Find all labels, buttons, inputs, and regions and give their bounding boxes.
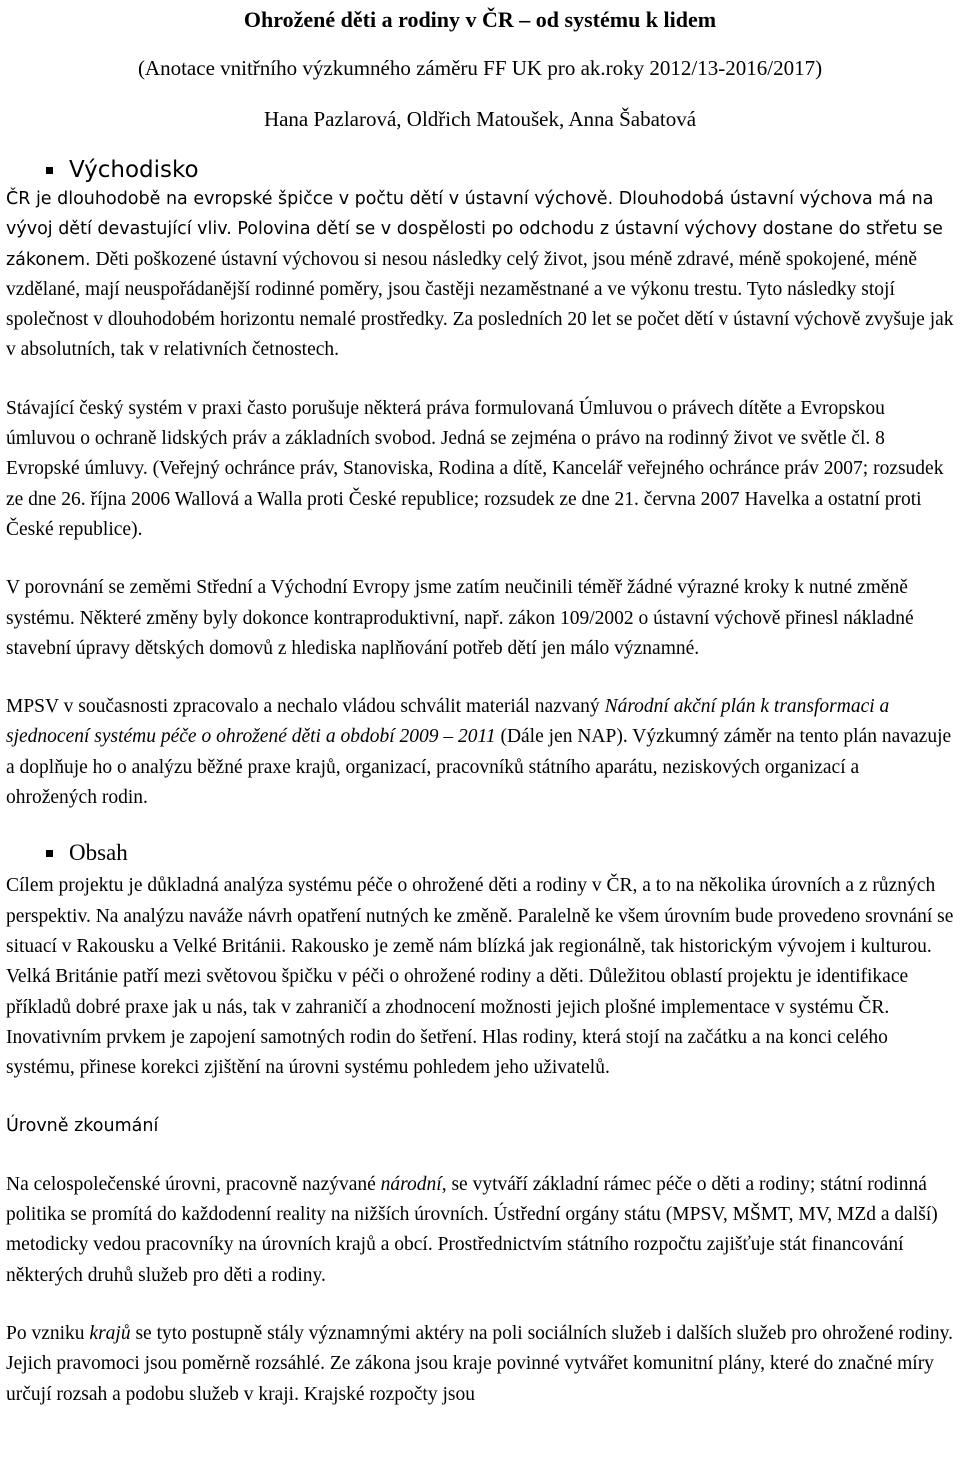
document-authors: Hana Pazlarová, Oldřich Matoušek, Anna Šabatová bbox=[263, 107, 697, 131]
section-heading-vychodisko bbox=[46, 156, 954, 184]
paragraph-vychodisko-2: Stávající český systém v praxi často porušuje některá práva formulovaná Úmluvou o právech dítěte a Evropskou úmluvou o ochraně lidských práv a základních svobod. Jedná se zejména o právo na rodinný život ve světle čl. 8 Evropské úmluvy. (Veřejný ochránce práv, Stanoviska, Rodina a dítě, Kancelář veřejného ochránce práv 2007; rozsudek ze dne 26. října 2006 Wallová a Walla proti České republice; rozsudek ze dne 21. června 2007 Havelka a ostatní proti České republice). bbox=[6, 397, 944, 540]
paragraph-text: (Dále jen NAP). Výzkumný záměr na tento plán navazuje a doplňuje ho o analýzu běžné praxe krajů, organizací, pracovníků státního aparátu, neziskových organizací a ohrožených rodin. bbox=[6, 726, 952, 809]
bullet-square-icon bbox=[46, 850, 53, 857]
document-page bbox=[6, 0, 954, 1410]
paragraph-text: Po vzniku bbox=[6, 1322, 90, 1344]
document-title: Ohrožené děti a rodiny v ČR – od systému k lidem bbox=[243, 7, 717, 32]
bullet-square-icon bbox=[46, 167, 53, 174]
subheading-urovne-zkoumani: Úrovně zkoumání bbox=[6, 1116, 159, 1137]
paragraph-obsah-3 bbox=[6, 1319, 954, 1410]
document-title-reference: Národní akční plán k transformaci a sjednocení systému péče o ohrožené děti a období 2009 – 2011 bbox=[6, 696, 890, 748]
section-heading-label: Obsah bbox=[69, 840, 128, 866]
paragraph-vychodisko-3: V porovnání se zeměmi Střední a Východní Evropy jsme zatím neučinili téměř žádné výrazné kroky k nutné změně systému. Některé změny byly dokonce kontraproduktivní, např. zákon 109/2002 o ústavní výchově přinesl nákladné stavební úpravy dětských domovů z hlediska naplňování potřeb dětí jen málo významné. bbox=[6, 577, 914, 659]
paragraph-vychodisko-4 bbox=[6, 692, 954, 813]
paragraph-text: Děti poškozené ústavní výchovou si nesou následky celý život, jsou méně zdravé, méně spokojené, méně vzdělané, mají neuspořádanější rodinné poměry, jsou častěji nezaměstnané a ve výkonu trestu. Tyto následky stojí společnost v dlouhodobém horizontu nemalé prostředky. Za posledních 20 let se počet dětí v ústavní výchově zvyšuje jak v absolutních, tak v relativních četnostech. bbox=[6, 248, 954, 361]
emphasis-text: národní bbox=[380, 1173, 442, 1195]
paragraph-obsah-1: Cílem projektu je důkladná analýza systému péče o ohrožené děti a rodiny v ČR, a to na několika úrovních a z různých perspektiv. Na analýzu naváže návrh opatření nutných ke změně. Paralelně ke všem úrovním bude provedeno srovnání se situací v Rakousku a Velké Británii. Rakousko je země nám blízká jak regionálně, tak historickým vývojem i kulturou. Velká Británie patří mezi světovou špičku v péči o ohrožené rodiny a děti. Důležitou oblastí projektu je identifikace příkladů dobré praxe jak u nás, tak v zahraničí a zhodnocení možnosti jejich plošné implementace v systému ČR. Inovativním prvkem je zapojení samotných rodin do šetření. Hlas rodiny, která stojí na začátku a na konci celého systému, přinese korekci zjištění na úrovni systému pohledem jeho uživatelů. bbox=[6, 875, 954, 1079]
paragraph-vychodisko-1 bbox=[6, 184, 954, 366]
document-subtitle: (Anotace vnitřního výzkumného záměru FF UK pro ak.roky 2012/13-2016/2017) bbox=[137, 56, 823, 80]
section-heading-label: Východisko bbox=[69, 157, 199, 183]
paragraph-text: ČR je dlouhodobě na evropské špičce v počtu dětí v ústavní výchově. Dlouhodobá ústavní výchova má na vývoj dětí devastující vliv. Polovina dětí se v dospělosti po odchodu z ústavní výchovy dostane do střetu se zákonem. bbox=[6, 189, 943, 270]
paragraph-text: , se vytváří základní rámec péče o děti a rodiny; státní rodinná politika se promítá do každodenní reality na nižších úrovních. Ústřední orgány státu (MPSV, MŠMT, MV, MZd a další) metodicky vedou pracovníky na úrovních krajů a obcí. Prostřednictvím státního rozpočtu zajišťuje stát financování některých druhů služeb pro děti a rodiny. bbox=[6, 1173, 938, 1286]
paragraph-text: MPSV v současnosti zpracovalo a nechalo vládou schválit materiál nazvaný bbox=[6, 696, 605, 718]
paragraph-text: se tyto postupně stály významnými aktéry na poli sociálních služeb i dalších služeb pro ohrožené rodiny. Jejich pravomoci jsou poměrně rozsáhlé. Ze zákona jsou kraje povinné vytvářet komunitní plány, které do značné míry určují rozsah a podobu služeb v kraji. Krajské rozpočty jsou bbox=[6, 1322, 954, 1405]
paragraph-text: Na celospolečenské úrovni, pracovně nazývané bbox=[6, 1173, 381, 1195]
section-heading-obsah bbox=[46, 839, 954, 867]
emphasis-text: krajů bbox=[89, 1322, 131, 1344]
paragraph-obsah-2 bbox=[6, 1170, 954, 1291]
